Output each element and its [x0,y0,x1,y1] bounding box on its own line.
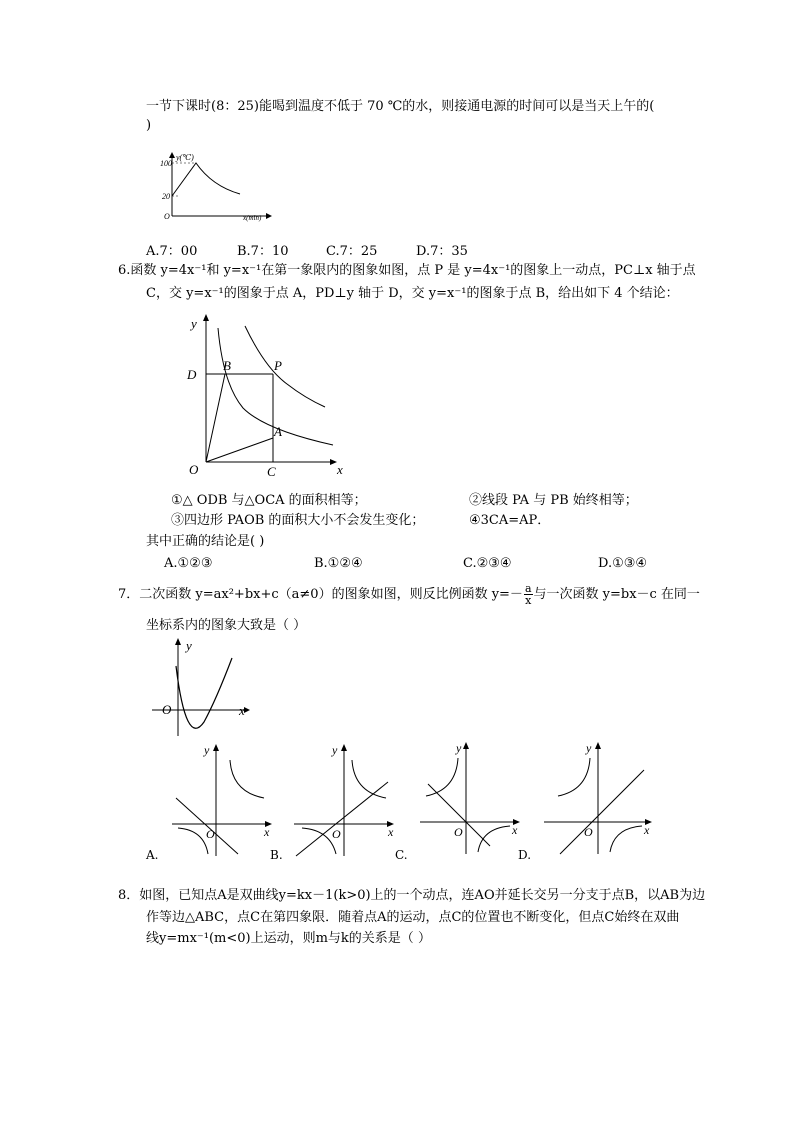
q7-c-y: y [456,741,462,755]
q7-c-O: O [454,825,463,839]
q6-fig-B: B [223,358,231,373]
q7-frac-num: a [524,582,532,595]
q7-fraction [524,583,533,606]
q5-graph-ylabel: y(℃) [176,153,194,162]
q7-stem-part2: 与一次函数 y=bx－c 在同一 [533,587,700,602]
q7-parabola-graph [148,636,258,740]
q5-option-c: C.7：25 [326,244,378,259]
q6-option-d: D.①③④ [598,556,648,571]
q7-stem-part1: 7．二次函数 y=ax²+bx+c（a≠0）的图象如图，则反比例函数 y=－ [118,587,523,602]
q7-option-c-label: C. [395,848,408,862]
q7-a-y: y [204,743,210,757]
q6-conclusion-2: ②线段 PA 与 PB 始终相等； [469,493,638,508]
q7-option-a-graph [168,740,278,858]
q7-main-O: O [162,702,172,717]
q7-option-b-label: B. [270,848,283,862]
q5-stem-line2: ) [146,118,152,133]
q6-fig-x: x [337,462,343,477]
q6-question: 其中正确的结论是( ) [146,534,265,549]
q7-main-y: y [186,638,192,653]
q6-conclusion-4: ④3CA=AP． [469,513,551,528]
q8-stem-line1: 8．如图，已知点A是双曲线y=kx－1(k>0)上的一个动点，连AO并延长交另一分支于点B，以AB为边 [118,888,706,903]
q6-fig-D: D [187,367,197,382]
q7-a-O: O [206,827,215,841]
q8-stem-line2: 作等边△ABC，点C在第四象限．随着点A的运动，点C的位置也不断变化，但点C始终在双曲 [146,910,680,925]
q7-frac-den: x [525,594,532,607]
q7-option-b-graph [290,740,400,858]
q7-stem-line1 [118,582,700,608]
q5-option-d: D.7：35 [416,244,468,259]
q7-a-x: x [264,825,270,839]
q6-stem-line1: 6.函数 y=4x⁻¹和 y=x⁻¹在第一象限内的图象如图，点 P 是 y=4x⁻¹的图象上一动点，PC⊥x 轴于点 [118,263,696,278]
q7-stem-line2: 坐标系内的图象大致是（ ） [146,618,307,633]
q7-b-x: x [388,825,394,839]
q6-conclusion-3: ③四边形 PAOB 的面积大小不会发生变化； [171,513,425,528]
q6-stem-line2: C，交 y=x⁻¹的图象于点 A，PD⊥y 轴于 D，交 y=x⁻¹的图象于点 B，给出如下 4 个结论： [146,286,679,301]
q6-option-b: B.①②④ [314,556,363,571]
q7-c-x: x [512,823,518,837]
q7-main-x: x [239,703,245,718]
q5-graph-origin: O [164,212,170,221]
q6-option-c: C.②③④ [463,556,512,571]
q7-option-c-graph [416,738,526,856]
q7-b-O: O [332,827,341,841]
q5-option-b: B.7：10 [237,244,289,259]
q6-option-a: A.①②③ [164,556,213,571]
q5-option-a: A.7：00 [146,244,198,259]
q7-option-d-graph [540,738,660,856]
q6-fig-y: y [191,316,197,331]
q8-stem-line3: 线y=mx⁻¹(m<0)上运动，则m与k的关系是（ ） [146,931,431,946]
q6-fig-O: O [189,462,199,477]
q6-conclusion-1: ①△ ODB 与△OCA 的面积相等； [171,493,367,508]
q5-stem-line1: 一节下课时(8：25)能喝到温度不低于 70 ℃的水，则接通电源的时间可以是当天上午的( [146,99,655,114]
q5-temperature-graph [160,150,280,222]
q7-option-a-label: A. [146,848,159,862]
q7-d-y: y [586,741,592,755]
q7-b-y: y [332,743,338,757]
q5-graph-tick-20: 20 [162,192,170,201]
q6-fig-C: C [267,464,276,479]
q6-fig-P: P [274,358,282,373]
q7-d-O: O [584,825,593,839]
q6-hyperbola-figure [185,312,350,482]
q6-fig-A: A [274,424,282,439]
q5-graph-tick-100: 100 [160,159,172,168]
q7-option-d-label: D. [518,848,532,862]
q7-d-x: x [644,823,650,837]
q5-graph-xlabel: x(min) [243,214,262,222]
